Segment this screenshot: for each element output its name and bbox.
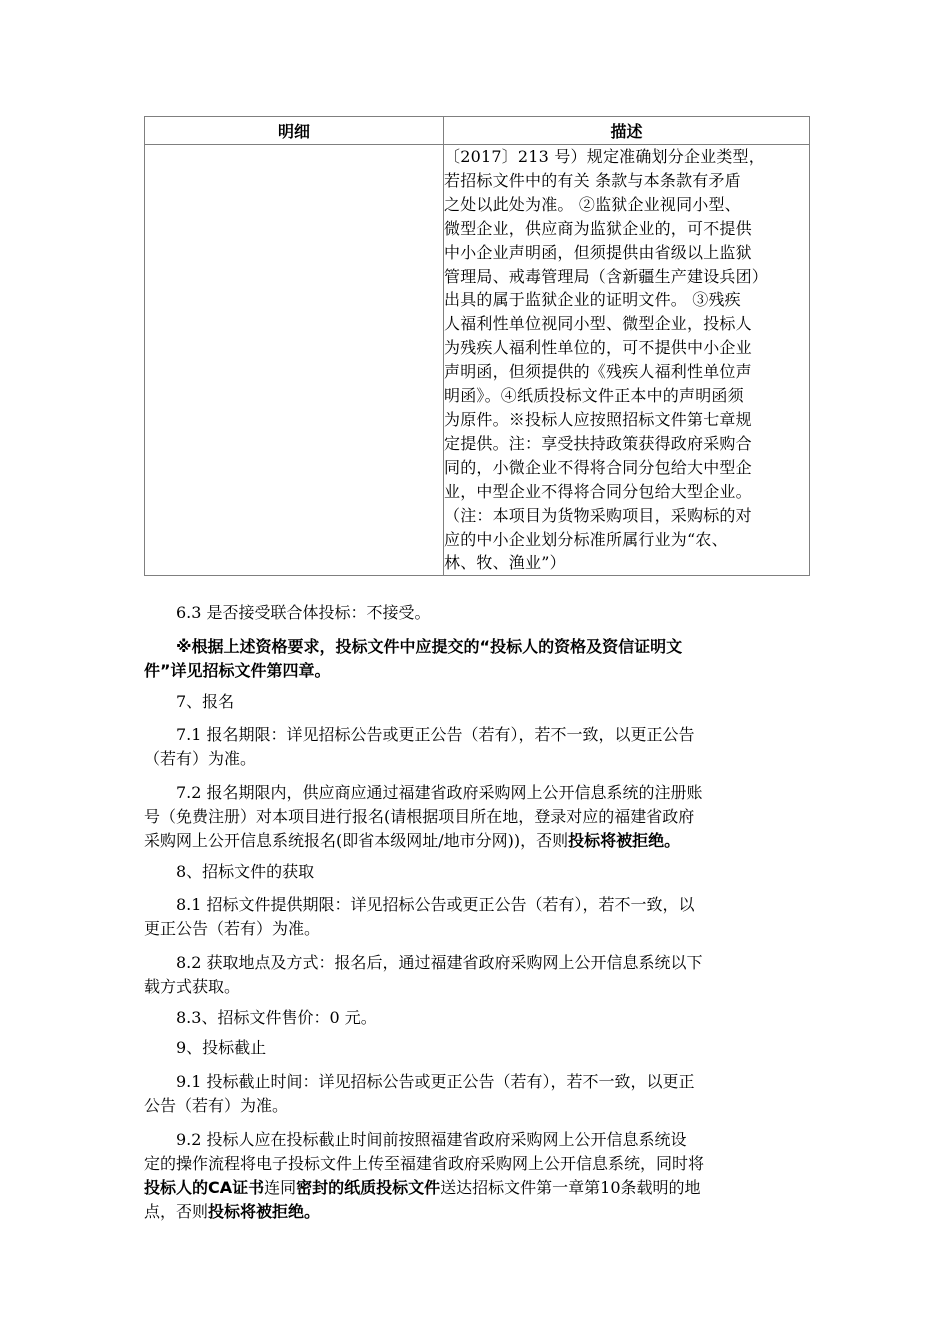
clause-9-2-line-3 [144,1176,809,1200]
description-cell [444,145,810,576]
clause-9-2-line-1: 9.2 投标人应在投标截止时间前按照福建省政府采购网上公开信息系统设 [176,1130,687,1149]
header-description: 描述 [444,117,810,145]
description-line: 微型企业，供应商为监狱企业的，可不提供 [444,218,752,238]
description-line: 同的，小微企业不得将合同分包给大中型企 [444,457,752,477]
detail-table [144,116,810,576]
clause-8-2-line-2: 载方式获取。 [144,977,241,996]
clause-9-2-line-2: 定的操作流程将电子投标文件上传至福建省政府采购网上公开信息系统，同时将 [144,1154,705,1173]
detail-cell [145,145,444,576]
clause-9-2-line-4 [144,1200,809,1224]
description-line: 为残疾人福利性单位的，可不提供中小企业 [444,338,752,358]
clause-8-3: 8.3、招标文件售价：0 元。 [176,1008,377,1027]
ca-certificate-emphasis: 投标人的CA证书 [144,1178,265,1197]
sealed-documents-emphasis: 密封的纸质投标文件 [296,1178,441,1197]
clause-8-1-line-1: 8.1 招标文件提供期限：详见招标公告或更正公告（若有），若不一致，以 [176,895,695,914]
clause-7-1-line-2: （若有）为准。 [144,749,257,768]
description-line: 业，中型企业不得将合同分包给大型企业。 [444,481,752,501]
qualification-note-line-2: 件”详见招标文件第四章。 [144,661,331,680]
description-line: 出具的属于监狱企业的证明文件。 ③残疾 [444,290,741,310]
description-line: 声明函，但须提供的《残疾人福利性单位声 [444,362,752,382]
description-line: 定提供。注：享受扶持政策获得政府采购合 [444,433,752,453]
clause-7-2-line-3 [144,829,809,853]
clause-9-1-line-1: 9.1 投标截止时间：详见招标公告或更正公告（若有），若不一致，以更正 [176,1072,695,1091]
clause-8-2-line-1: 8.2 获取地点及方式：报名后，通过福建省政府采购网上公开信息系统以下 [176,953,703,972]
clause-8-1-line-2: 更正公告（若有）为准。 [144,919,321,938]
section-heading-7: 7、报名 [176,692,235,711]
clause-7-2-line-1: 7.2 报名期限内，供应商应通过福建省政府采购网上公开信息系统的注册账 [176,783,703,802]
clause-7-2-line-2: 号（免费注册）对本项目进行报名(请根据项目所在地，登录对应的福建省政府 [144,807,695,826]
clause-9-2-text: 点，否则 [144,1202,209,1221]
clause-6-3: 6.3 是否接受联合体投标：不接受。 [176,603,431,622]
description-line: 中小企业声明函，但须提供由省级以上监狱 [444,242,752,262]
description-line: 明函》。④纸质投标文件正本中的声明函须 [444,386,744,406]
description-line: 若招标文件中的有关 条款与本条款有矛盾 [444,170,741,190]
clause-7-2-text: 采购网上公开信息系统报名(即省本级网址/地市分网))，否则 [144,831,569,850]
clause-9-2-text: 送达招标文件第一章第10条载明的地 [440,1178,701,1197]
header-detail: 明细 [145,117,444,145]
table-row [145,145,810,576]
qualification-note-line-1: ※根据上述资格要求，投标文件中应提交的“投标人的资格及资信证明文 [176,637,683,656]
rejection-warning: 投标将被拒绝。 [208,1202,321,1221]
description-line: 为原件。※投标人应按照招标文件第七章规 [444,409,752,429]
section-heading-9: 9、投标截止 [176,1038,267,1057]
description-line: 管理局、戒毒管理局（含新疆生产建设兵团） [444,266,769,286]
clause-9-2-text: 连同 [264,1178,297,1197]
description-line: 人福利性单位视同小型、微型企业，投标人 [444,314,752,334]
description-line: 应的中小企业划分标准所属行业为“农、 [444,529,728,549]
rejection-warning: 投标将被拒绝。 [568,831,681,850]
description-line: 林、牧、渔业”） [444,553,566,573]
description-line: （注：本项目为货物采购项目，采购标的对 [444,505,752,525]
clause-9-1-line-2: 公告（若有）为准。 [144,1096,289,1115]
section-heading-8: 8、招标文件的获取 [176,862,315,881]
clause-7-1-line-1: 7.1 报名期限：详见招标公告或更正公告（若有），若不一致，以更正公告 [176,725,695,744]
description-line: 之处以此处为准。 ②监狱企业视同小型、 [444,194,741,214]
description-line: 〔2017〕213 号）规定准确划分企业类型， [444,147,765,166]
table-header-row [145,117,810,145]
